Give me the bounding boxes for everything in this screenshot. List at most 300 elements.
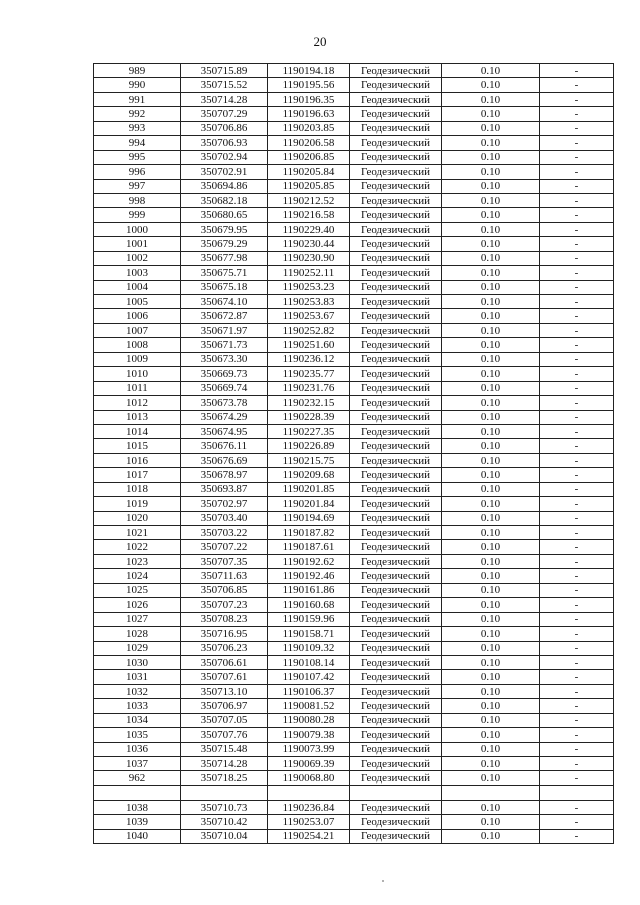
table-row [94,713,614,727]
y-coordinate-cell: 1190109.32 [268,641,350,655]
table-row [94,453,614,467]
accuracy-cell: 0.10 [442,367,540,381]
accuracy-cell: 0.10 [442,222,540,236]
accuracy-cell [442,785,540,800]
note-cell: - [540,554,614,568]
accuracy-cell: 0.10 [442,323,540,337]
point-number-cell: 1028 [94,627,181,641]
x-coordinate-cell: 350679.29 [181,237,268,251]
note-cell [540,785,614,800]
x-coordinate-cell: 350715.52 [181,78,268,92]
x-coordinate-cell: 350707.29 [181,107,268,121]
y-coordinate-cell: 1190107.42 [268,670,350,684]
accuracy-cell: 0.10 [442,670,540,684]
y-coordinate-cell: 1190252.82 [268,323,350,337]
x-coordinate-cell: 350711.63 [181,569,268,583]
note-cell: - [540,396,614,410]
table-row [94,280,614,294]
table-row [94,771,614,785]
y-coordinate-cell: 1190068.80 [268,771,350,785]
method-cell: Геодезический [350,800,442,814]
y-coordinate-cell: 1190206.85 [268,150,350,164]
x-coordinate-cell: 350707.05 [181,713,268,727]
table-row [94,468,614,482]
x-coordinate-cell: 350707.35 [181,554,268,568]
note-cell: - [540,280,614,294]
x-coordinate-cell: 350676.69 [181,453,268,467]
table-row [94,497,614,511]
method-cell: Геодезический [350,453,442,467]
accuracy-cell: 0.10 [442,352,540,366]
method-cell: Геодезический [350,410,442,424]
x-coordinate-cell: 350682.18 [181,193,268,207]
x-coordinate-cell: 350706.23 [181,641,268,655]
accuracy-cell: 0.10 [442,815,540,829]
y-coordinate-cell: 1190236.12 [268,352,350,366]
note-cell: - [540,713,614,727]
accuracy-cell: 0.10 [442,439,540,453]
y-coordinate-cell: 1190253.23 [268,280,350,294]
point-number-cell: 1039 [94,815,181,829]
method-cell: Геодезический [350,165,442,179]
table-row [94,699,614,713]
y-coordinate-cell: 1190232.15 [268,396,350,410]
point-number-cell: 1036 [94,742,181,756]
point-number-cell: 1029 [94,641,181,655]
method-cell: Геодезический [350,208,442,222]
method-cell: Геодезический [350,121,442,135]
method-cell: Геодезический [350,511,442,525]
point-number-cell: 1014 [94,424,181,438]
note-cell: - [540,612,614,626]
accuracy-cell: 0.10 [442,237,540,251]
accuracy-cell: 0.10 [442,309,540,323]
method-cell: Геодезический [350,367,442,381]
y-coordinate-cell: 1190192.46 [268,569,350,583]
point-number-cell: 1018 [94,482,181,496]
table-row [94,526,614,540]
note-cell: - [540,670,614,684]
table-row [94,627,614,641]
accuracy-cell: 0.10 [442,699,540,713]
accuracy-cell: 0.10 [442,64,540,78]
point-number-cell: 1040 [94,829,181,843]
method-cell: Геодезический [350,598,442,612]
x-coordinate-cell [181,785,268,800]
x-coordinate-cell: 350675.71 [181,266,268,280]
table-row [94,554,614,568]
accuracy-cell: 0.10 [442,554,540,568]
x-coordinate-cell: 350710.73 [181,800,268,814]
point-number-cell: 1012 [94,396,181,410]
y-coordinate-cell: 1190192.62 [268,554,350,568]
y-coordinate-cell: 1190209.68 [268,468,350,482]
accuracy-cell: 0.10 [442,453,540,467]
method-cell: Геодезический [350,757,442,771]
accuracy-cell: 0.10 [442,829,540,843]
x-coordinate-cell: 350710.04 [181,829,268,843]
x-coordinate-cell: 350674.95 [181,424,268,438]
point-number-cell: 990 [94,78,181,92]
x-coordinate-cell: 350694.86 [181,179,268,193]
point-number-cell: 1026 [94,598,181,612]
y-coordinate-cell: 1190205.85 [268,179,350,193]
point-number-cell [94,785,181,800]
note-cell: - [540,569,614,583]
accuracy-cell: 0.10 [442,627,540,641]
note-cell: - [540,208,614,222]
note-cell: - [540,453,614,467]
point-number-cell: 1022 [94,540,181,554]
x-coordinate-cell: 350707.22 [181,540,268,554]
note-cell: - [540,684,614,698]
point-number-cell: 1002 [94,251,181,265]
x-coordinate-cell: 350706.93 [181,136,268,150]
y-coordinate-cell: 1190079.38 [268,728,350,742]
table-row [94,742,614,756]
point-number-cell: 1000 [94,222,181,236]
x-coordinate-cell: 350706.85 [181,583,268,597]
y-coordinate-cell: 1190205.84 [268,165,350,179]
note-cell: - [540,381,614,395]
x-coordinate-cell: 350707.61 [181,670,268,684]
point-number-cell: 1021 [94,526,181,540]
point-number-cell: 1008 [94,338,181,352]
note-cell: - [540,757,614,771]
accuracy-cell: 0.10 [442,381,540,395]
note-cell: - [540,641,614,655]
accuracy-cell: 0.10 [442,121,540,135]
method-cell: Геодезический [350,641,442,655]
method-cell: Геодезический [350,64,442,78]
method-cell: Геодезический [350,554,442,568]
y-coordinate-cell: 1190161.86 [268,583,350,597]
method-cell: Геодезический [350,713,442,727]
accuracy-cell: 0.10 [442,684,540,698]
note-cell: - [540,323,614,337]
x-coordinate-cell: 350673.78 [181,396,268,410]
note-cell: - [540,367,614,381]
note-cell: - [540,771,614,785]
point-number-cell: 1006 [94,309,181,323]
y-coordinate-cell: 1190069.39 [268,757,350,771]
accuracy-cell: 0.10 [442,728,540,742]
note-cell: - [540,627,614,641]
note-cell: - [540,728,614,742]
note-cell: - [540,800,614,814]
point-number-cell: 1011 [94,381,181,395]
y-coordinate-cell: 1190201.84 [268,497,350,511]
method-cell: Геодезический [350,136,442,150]
x-coordinate-cell: 350673.30 [181,352,268,366]
table-row [94,193,614,207]
table-row [94,785,614,800]
table-row [94,295,614,309]
x-coordinate-cell: 350680.65 [181,208,268,222]
table-row [94,684,614,698]
scan-speck [382,880,384,882]
point-number-cell: 1003 [94,266,181,280]
table-row [94,511,614,525]
table-row [94,251,614,265]
method-cell: Геодезический [350,684,442,698]
note-cell: - [540,136,614,150]
table-row [94,757,614,771]
point-number-cell: 989 [94,64,181,78]
point-number-cell: 1017 [94,468,181,482]
table-row [94,338,614,352]
y-coordinate-cell: 1190230.90 [268,251,350,265]
point-number-cell: 999 [94,208,181,222]
y-coordinate-cell: 1190235.77 [268,367,350,381]
point-number-cell: 1031 [94,670,181,684]
note-cell: - [540,439,614,453]
method-cell: Геодезический [350,193,442,207]
note-cell: - [540,237,614,251]
x-coordinate-cell: 350671.97 [181,323,268,337]
point-number-cell: 1032 [94,684,181,698]
method-cell: Геодезический [350,179,442,193]
note-cell: - [540,309,614,323]
table-row [94,569,614,583]
y-coordinate-cell: 1190253.83 [268,295,350,309]
y-coordinate-cell: 1190081.52 [268,699,350,713]
accuracy-cell: 0.10 [442,179,540,193]
accuracy-cell: 0.10 [442,800,540,814]
accuracy-cell: 0.10 [442,92,540,106]
method-cell: Геодезический [350,569,442,583]
point-number-cell: 1013 [94,410,181,424]
note-cell: - [540,468,614,482]
point-number-cell: 991 [94,92,181,106]
point-number-cell: 996 [94,165,181,179]
accuracy-cell: 0.10 [442,338,540,352]
note-cell: - [540,655,614,669]
y-coordinate-cell: 1190108.14 [268,655,350,669]
table-row [94,583,614,597]
method-cell: Геодезический [350,468,442,482]
point-number-cell: 1033 [94,699,181,713]
method-cell: Геодезический [350,78,442,92]
point-number-cell: 1004 [94,280,181,294]
method-cell: Геодезический [350,92,442,106]
note-cell: - [540,540,614,554]
page-number: 20 [313,34,327,49]
method-cell: Геодезический [350,482,442,496]
point-number-cell: 1027 [94,612,181,626]
table-row [94,309,614,323]
note-cell: - [540,121,614,135]
table-row [94,641,614,655]
method-cell: Геодезический [350,829,442,843]
note-cell: - [540,815,614,829]
point-number-cell: 1038 [94,800,181,814]
table-row [94,815,614,829]
x-coordinate-cell: 350677.98 [181,251,268,265]
table-row [94,367,614,381]
x-coordinate-cell: 350715.89 [181,64,268,78]
x-coordinate-cell: 350678.97 [181,468,268,482]
y-coordinate-cell: 1190253.07 [268,815,350,829]
accuracy-cell: 0.10 [442,713,540,727]
y-coordinate-cell [268,785,350,800]
note-cell: - [540,165,614,179]
table-row [94,612,614,626]
accuracy-cell: 0.10 [442,280,540,294]
y-coordinate-cell: 1190073.99 [268,742,350,756]
table-row [94,266,614,280]
method-cell: Геодезический [350,381,442,395]
y-coordinate-cell: 1190159.96 [268,612,350,626]
table-row [94,439,614,453]
accuracy-cell: 0.10 [442,612,540,626]
accuracy-cell: 0.10 [442,424,540,438]
method-cell: Геодезический [350,309,442,323]
accuracy-cell: 0.10 [442,107,540,121]
accuracy-cell: 0.10 [442,771,540,785]
x-coordinate-cell: 350707.76 [181,728,268,742]
table-row [94,424,614,438]
note-cell: - [540,598,614,612]
y-coordinate-cell: 1190228.39 [268,410,350,424]
note-cell: - [540,179,614,193]
method-cell: Геодезический [350,295,442,309]
coordinates-table-body [94,64,614,844]
accuracy-cell: 0.10 [442,78,540,92]
y-coordinate-cell: 1190160.68 [268,598,350,612]
method-cell: Геодезический [350,670,442,684]
table-row [94,482,614,496]
accuracy-cell: 0.10 [442,526,540,540]
method-cell: Геодезический [350,107,442,121]
table-row [94,323,614,337]
method-cell: Геодезический [350,424,442,438]
y-coordinate-cell: 1190201.85 [268,482,350,496]
x-coordinate-cell: 350707.23 [181,598,268,612]
y-coordinate-cell: 1190206.58 [268,136,350,150]
accuracy-cell: 0.10 [442,598,540,612]
note-cell: - [540,410,614,424]
x-coordinate-cell: 350714.28 [181,92,268,106]
table-row [94,92,614,106]
method-cell: Геодезический [350,150,442,164]
point-number-cell: 1009 [94,352,181,366]
table-row [94,396,614,410]
table-row [94,800,614,814]
table-row [94,670,614,684]
x-coordinate-cell: 350675.18 [181,280,268,294]
note-cell: - [540,222,614,236]
point-number-cell: 1025 [94,583,181,597]
method-cell: Геодезический [350,237,442,251]
table-row [94,121,614,135]
table-row [94,222,614,236]
x-coordinate-cell: 350706.86 [181,121,268,135]
table-row [94,64,614,78]
table-row [94,150,614,164]
method-cell: Геодезический [350,497,442,511]
x-coordinate-cell: 350710.42 [181,815,268,829]
method-cell: Геодезический [350,742,442,756]
y-coordinate-cell: 1190230.44 [268,237,350,251]
point-number-cell: 1024 [94,569,181,583]
x-coordinate-cell: 350669.73 [181,367,268,381]
point-number-cell: 1010 [94,367,181,381]
point-number-cell: 1030 [94,655,181,669]
table-row [94,237,614,251]
note-cell: - [540,266,614,280]
x-coordinate-cell: 350702.94 [181,150,268,164]
method-cell: Геодезический [350,815,442,829]
note-cell: - [540,829,614,843]
table-row [94,655,614,669]
y-coordinate-cell: 1190254.21 [268,829,350,843]
y-coordinate-cell: 1190252.11 [268,266,350,280]
accuracy-cell: 0.10 [442,208,540,222]
accuracy-cell: 0.10 [442,655,540,669]
coordinates-table [93,63,614,844]
table-row [94,598,614,612]
x-coordinate-cell: 350693.87 [181,482,268,496]
method-cell: Геодезический [350,266,442,280]
y-coordinate-cell: 1190253.67 [268,309,350,323]
note-cell: - [540,295,614,309]
point-number-cell: 998 [94,193,181,207]
x-coordinate-cell: 350706.61 [181,655,268,669]
point-number-cell: 1019 [94,497,181,511]
accuracy-cell: 0.10 [442,482,540,496]
table-row [94,728,614,742]
x-coordinate-cell: 350702.91 [181,165,268,179]
x-coordinate-cell: 350674.10 [181,295,268,309]
note-cell: - [540,338,614,352]
x-coordinate-cell: 350674.29 [181,410,268,424]
y-coordinate-cell: 1190195.56 [268,78,350,92]
x-coordinate-cell: 350715.48 [181,742,268,756]
method-cell: Геодезический [350,728,442,742]
note-cell: - [540,424,614,438]
note-cell: - [540,583,614,597]
method-cell: Геодезический [350,222,442,236]
accuracy-cell: 0.10 [442,295,540,309]
method-cell: Геодезический [350,583,442,597]
note-cell: - [540,251,614,265]
point-number-cell: 995 [94,150,181,164]
y-coordinate-cell: 1190187.82 [268,526,350,540]
note-cell: - [540,107,614,121]
x-coordinate-cell: 350676.11 [181,439,268,453]
accuracy-cell: 0.10 [442,468,540,482]
method-cell: Геодезический [350,280,442,294]
accuracy-cell: 0.10 [442,641,540,655]
accuracy-cell: 0.10 [442,193,540,207]
point-number-cell: 1001 [94,237,181,251]
x-coordinate-cell: 350672.87 [181,309,268,323]
method-cell: Геодезический [350,526,442,540]
accuracy-cell: 0.10 [442,511,540,525]
y-coordinate-cell: 1190229.40 [268,222,350,236]
method-cell: Геодезический [350,352,442,366]
y-coordinate-cell: 1190187.61 [268,540,350,554]
accuracy-cell: 0.10 [442,266,540,280]
point-number-cell: 1016 [94,453,181,467]
accuracy-cell: 0.10 [442,251,540,265]
point-number-cell: 993 [94,121,181,135]
table-row [94,381,614,395]
accuracy-cell: 0.10 [442,497,540,511]
x-coordinate-cell: 350714.28 [181,757,268,771]
x-coordinate-cell: 350703.22 [181,526,268,540]
